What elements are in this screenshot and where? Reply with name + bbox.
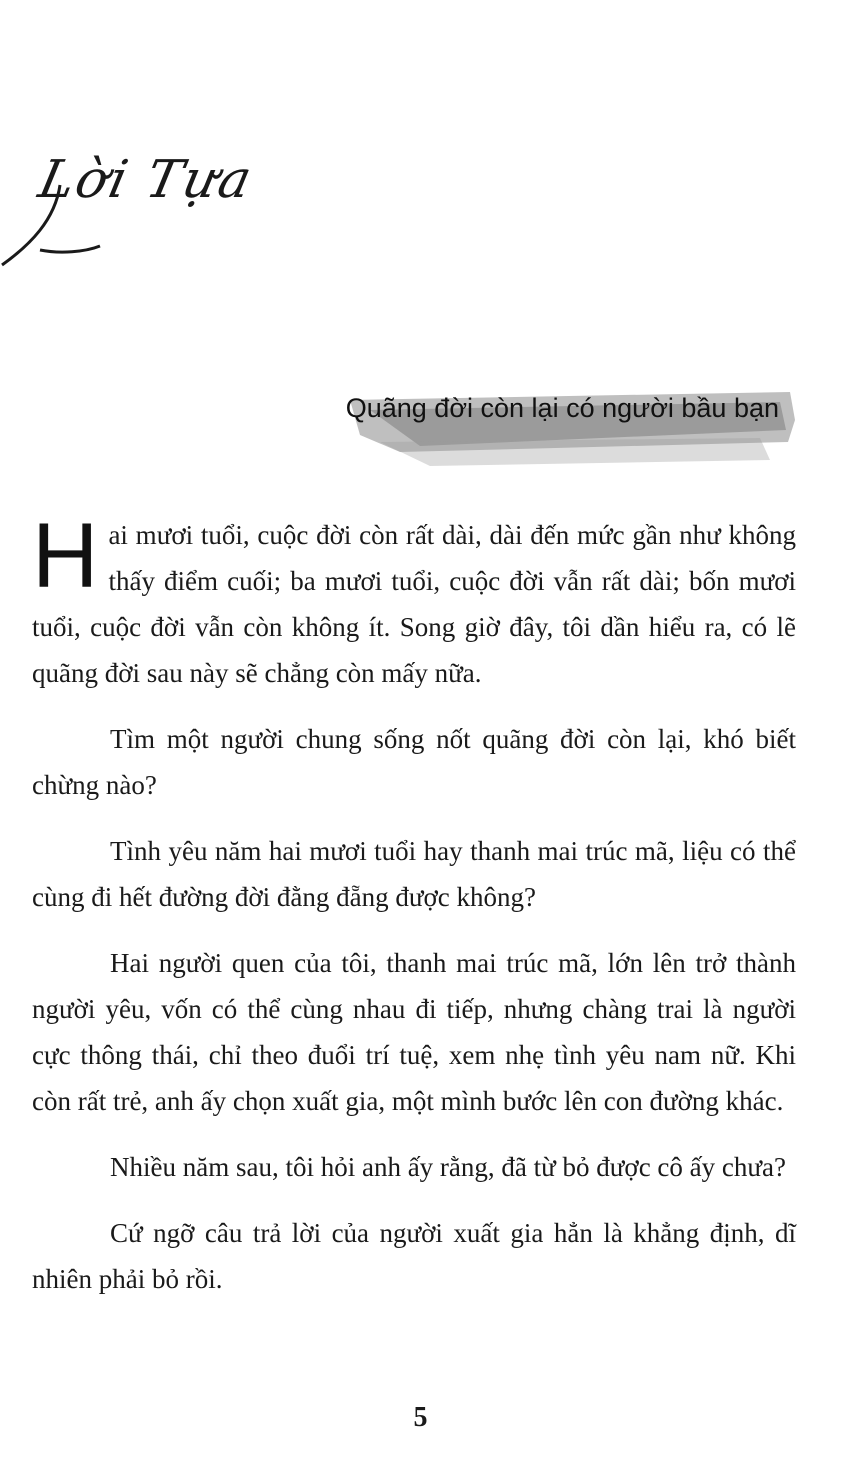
paragraph-2: Tìm một người chung sống nốt quãng đời còn lại, khó biết chừng nào? bbox=[32, 724, 796, 800]
drop-cap: H bbox=[32, 505, 99, 607]
paragraph-1 bbox=[32, 505, 796, 696]
body-text bbox=[32, 505, 796, 1322]
page-number: 5 bbox=[413, 1402, 428, 1433]
paragraph-6: Cứ ngỡ câu trả lời của người xuất gia hẳn là khẳng định, dĩ nhiên phải bỏ rồi. bbox=[32, 1218, 796, 1294]
paragraph-4: Hai người quen của tôi, thanh mai trúc mã, lớn lên trở thành người yêu, vốn có thể cùng nhau đi tiếp, nhưng chàng trai là người cực thông thái, chỉ theo đuổi trí tuệ, xem nhẹ tình yêu nam nữ. Khi còn rất trẻ, anh ấy chọn xuất gia, một mình bước lên con đường khác. bbox=[32, 948, 796, 1116]
paragraph-text: ai mươi tuổi, cuộc đời còn rất dài, dài đến mức gần như không thấy điểm cuối; ba mươi tuổi, cuộc đời vẫn rất dài; bốn mươi tuổi, cuộc đời vẫn còn không ít. Song giờ đây, tôi dần hiểu ra, có lẽ quãng đời sau này sẽ chẳng còn mấy nữa. bbox=[32, 520, 796, 688]
paragraph-5: Nhiều năm sau, tôi hỏi anh ấy rằng, đã từ bỏ được cô ấy chưa? bbox=[110, 1152, 786, 1182]
chapter-subtitle: Quãng đời còn lại có người bầu bạn bbox=[345, 393, 779, 423]
paragraph-3: Tình yêu năm hai mươi tuổi hay thanh mai trúc mã, liệu có thể cùng đi hết đường đời đằng đẵng được không? bbox=[32, 836, 796, 912]
chapter-heading: Lời Tựa bbox=[33, 150, 259, 210]
